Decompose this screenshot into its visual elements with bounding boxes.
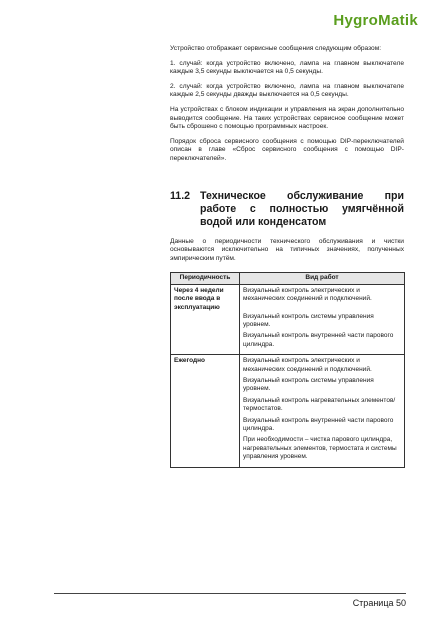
section-number: 11.2 — [170, 189, 191, 202]
work-item: Визуальный контроль нагревательных элементов/термостатов. — [243, 396, 396, 413]
work-item: Визуальный контроль системы управления уровнем. — [243, 312, 374, 328]
period-cell: Ежегодно — [171, 355, 240, 467]
intro-paragraph-2: 1. случай: когда устройство включено, лампа на главном выключателе каждые 3,5 секунды выключается на 0,5 секунды. — [170, 59, 404, 76]
work-cell — [240, 355, 405, 467]
intro-paragraph-1: Устройство отображает сервисные сообщения следующим образом: — [170, 45, 382, 52]
page-header — [0, 0, 446, 40]
column-header-period: Периодичность — [171, 273, 240, 284]
section-heading — [170, 190, 404, 229]
intro-paragraph-4: На устройствах с блоком индикации и управления на экран дополнительно выводится сообщение. На таких устройствах сервисное сообщение может быть сброшено с помощью программных настроек. — [170, 105, 404, 131]
column-header-work: Вид работ — [240, 273, 405, 284]
table-header-row — [171, 273, 405, 284]
logo-h: Hygro — [333, 12, 379, 29]
logo-m: Matik — [378, 12, 418, 29]
work-item: Визуальный контроль системы управления уровнем. — [243, 376, 374, 393]
table-row — [171, 284, 405, 354]
work-item: При необходимости – чистка парового цилиндра, нагревательных элементов, термостата и системы управления уровнем. — [243, 436, 397, 461]
section-title: Техническое обслуживание при работе с полностью умягчённой водой или конденсатом — [200, 189, 404, 228]
hygromatik-logo — [333, 12, 418, 29]
work-cell — [240, 284, 405, 354]
page-number: Страница 50 — [352, 598, 406, 608]
table-row — [171, 355, 405, 467]
intro-paragraph-5: Порядок сброса сервисного сообщения с помощью DIP-переключателей описан в главе «Сброс сервисного сообщения с помощью DIP-переключателей». — [170, 137, 404, 162]
work-item: Визуальный контроль внутренней части парового цилиндра. — [243, 332, 394, 348]
work-item: Визуальный контроль электрических и механических соединений и подключений. — [243, 286, 372, 303]
period-cell: Через 4 недели после ввода в эксплуатацию — [171, 284, 240, 354]
section-description: Данные о периодичности технического обслуживания и чистки основываются исключительно на типичных значениях, полученных эмпирическим путём. — [170, 237, 404, 262]
intro-paragraph-3: 2. случай: когда устройство включено, лампа на главном выключателе каждые 2,5 секунды дважды выключается на 0,5 секунды. — [170, 82, 404, 99]
maintenance-table — [170, 272, 405, 467]
document-body — [170, 45, 404, 468]
work-item: Визуальный контроль внутренней части парового цилиндра. — [243, 416, 394, 432]
footer-divider — [54, 593, 406, 594]
work-item: Визуальный контроль электрических и механических соединений и подключений. — [243, 357, 372, 373]
